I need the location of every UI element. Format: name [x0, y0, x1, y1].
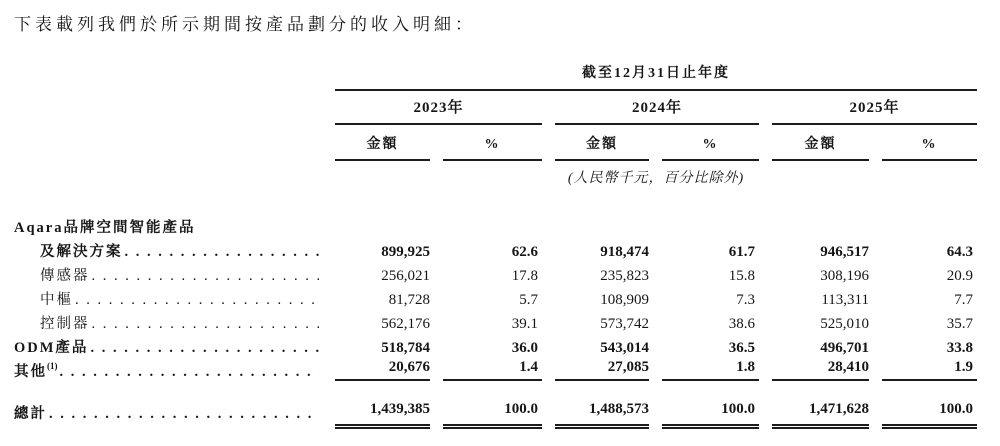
dot-leader — [90, 340, 319, 357]
value-cell: 899,925 — [381, 244, 430, 260]
value-cell: 7.3 — [736, 292, 755, 308]
percent-header: % — [882, 125, 977, 161]
page-title: 下表載列我們於所示期間按產品劃分的收入明細： — [14, 15, 476, 34]
value-cell: 20.9 — [946, 268, 973, 284]
value-cell: 20,676 — [335, 357, 430, 381]
value-cell: 81,728 — [388, 292, 430, 308]
percent-header: % — [443, 125, 542, 161]
value-cell: 525,010 — [820, 316, 869, 332]
footnote-marker: (1) — [47, 361, 58, 372]
value-cell: 62.6 — [511, 244, 538, 260]
value-cell: 100.0 — [882, 381, 977, 429]
value-cell: 946,517 — [820, 244, 869, 260]
dot-leader — [125, 244, 320, 261]
row-label: 總計 . . . — [14, 381, 322, 429]
unit-note: (人民幣千元，百分比除外) — [567, 171, 745, 186]
row-label: 中樞 . . . — [14, 285, 322, 309]
value-cell: 1,488,573 — [555, 381, 649, 429]
value-cell: 918,474 — [600, 244, 649, 260]
value-cell — [882, 213, 977, 237]
value-cell: 7.7 — [954, 292, 973, 308]
year-header-2023: 2023年 — [335, 91, 542, 125]
value-cell: 573,742 — [600, 316, 649, 332]
row-label: 傳感器 . . . — [14, 261, 322, 285]
revenue-by-product-table — [14, 59, 980, 429]
period-header: 截至12月31日止年度 — [335, 59, 977, 91]
dot-leader — [75, 292, 319, 309]
value-cell: 38.6 — [728, 316, 755, 332]
dot-leader — [92, 268, 320, 285]
value-cell: 1,471,628 — [772, 381, 869, 429]
value-cell: 15.8 — [728, 268, 755, 284]
dot-leader — [60, 364, 320, 381]
value-cell: 33.8 — [946, 340, 973, 356]
value-cell: 108,909 — [600, 292, 649, 308]
value-cell: 28,410 — [772, 357, 869, 381]
value-cell: 27,085 — [555, 357, 649, 381]
amount-header: 金額 — [335, 125, 430, 161]
value-cell: 1.8 — [662, 357, 759, 381]
value-cell: 1,439,385 — [335, 381, 430, 429]
value-cell: 61.7 — [728, 244, 755, 260]
value-cell — [443, 213, 542, 237]
value-cell: 64.3 — [946, 244, 973, 260]
value-cell: 308,196 — [820, 268, 869, 284]
row-label: 其他$^{(1)}$ . . . — [14, 357, 322, 381]
value-cell: 5.7 — [519, 292, 538, 308]
value-cell: 235,823 — [600, 268, 649, 284]
value-cell — [772, 213, 869, 237]
value-cell: 100.0 — [662, 381, 759, 429]
value-cell — [335, 213, 430, 237]
value-cell — [662, 213, 759, 237]
value-cell: 562,176 — [381, 316, 430, 332]
value-cell: 496,701 — [820, 340, 869, 356]
value-cell: 100.0 — [443, 381, 542, 429]
row-label: 及解決方案 . . . — [14, 237, 322, 261]
amount-header: 金額 — [772, 125, 869, 161]
value-cell: 35.7 — [946, 316, 973, 332]
percent-header: % — [662, 125, 759, 161]
value-cell: 1.4 — [443, 357, 542, 381]
value-cell: 518,784 — [381, 340, 430, 356]
value-cell: 113,311 — [821, 292, 869, 308]
value-cell: 36.5 — [728, 340, 755, 356]
amount-header: 金額 — [555, 125, 649, 161]
value-cell: 17.8 — [511, 268, 538, 284]
year-header-2024: 2024年 — [555, 91, 759, 125]
row-label: 控制器 . . . — [14, 309, 322, 333]
value-cell: 1.9 — [882, 357, 977, 381]
value-cell: 256,021 — [381, 268, 430, 284]
row-label: ODM產品 . . . — [14, 333, 322, 357]
value-cell: 39.1 — [511, 316, 538, 332]
year-header-2025: 2025年 — [772, 91, 977, 125]
value-cell — [555, 213, 649, 237]
dot-leader — [92, 316, 320, 333]
row-label: Aqara品牌空間智能產品 — [14, 220, 196, 236]
dot-leader — [49, 406, 319, 423]
value-cell: 36.0 — [511, 340, 538, 356]
value-cell: 543,014 — [600, 340, 649, 356]
